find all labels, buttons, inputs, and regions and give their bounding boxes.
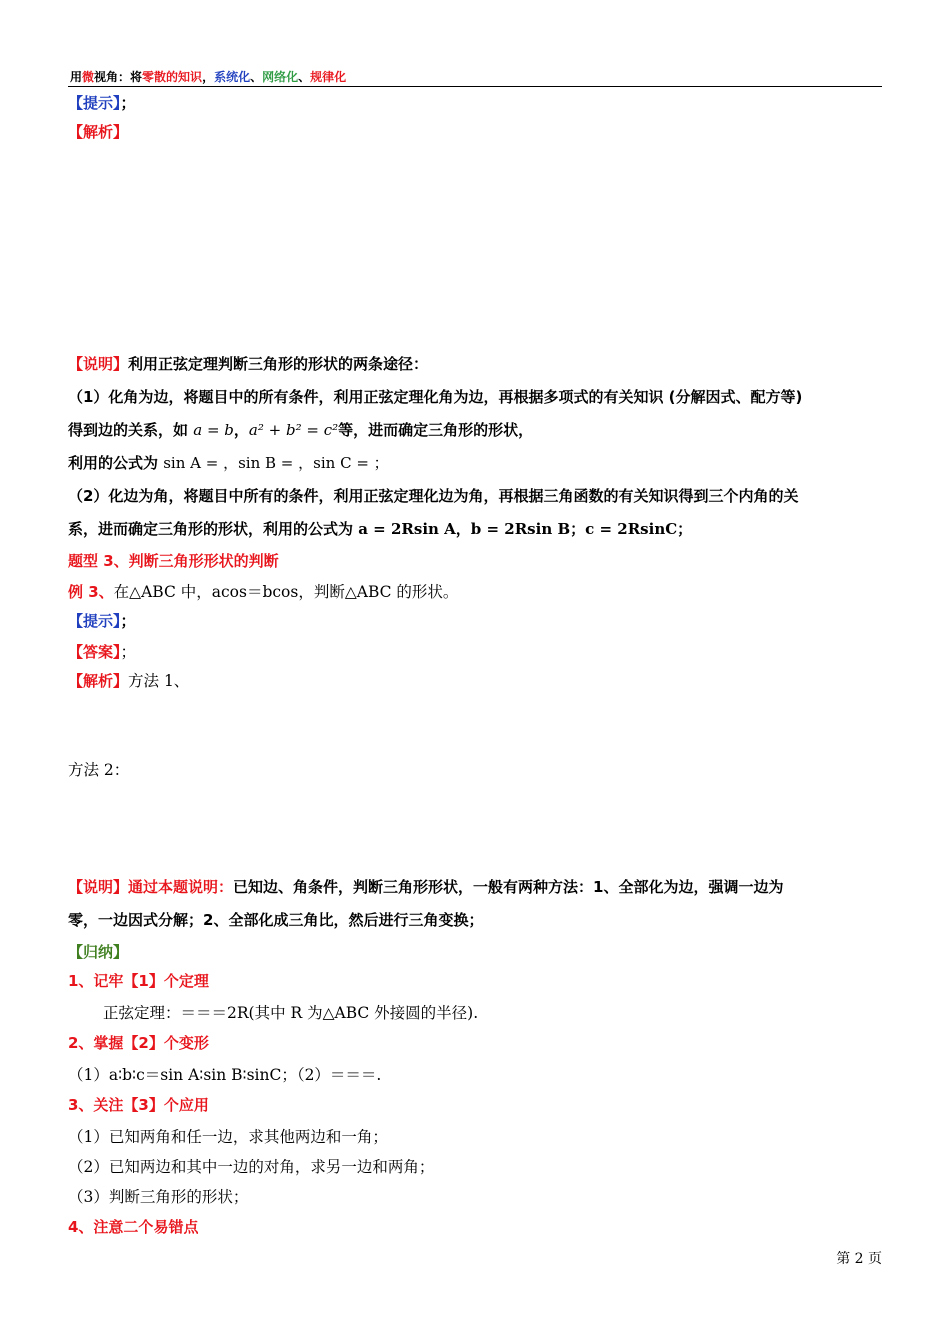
answer-rest: ； [120,643,137,661]
example-tag: 例 3、 [68,583,114,601]
text: ， [233,421,249,439]
analysis-tag: 【解析】 [68,672,129,690]
text: 等，进而确定三角形的形状， [338,421,534,439]
type3-analysis-line [68,669,189,691]
note1-line4: （2）化边为角，将题目中所有的条件，利用正弦定理化边为角，再根据三角函数的有关知识得到三个内角的关 [68,487,799,505]
note1-title: 利用正弦定理判断三角形的形状的两条途径： [128,355,429,373]
summary-heading-2: 2、掌握【2】个变形 [68,1034,209,1052]
math-eq: = [202,421,225,439]
math-formula: sin A = ，sin B = ，sin C = ； [163,454,389,472]
text: 系，进而确定三角形的形状，利用的公式为 [68,520,359,538]
note1-line1: （1）化角为边，将题目中的所有条件，利用正弦定理化角为边，再根据多项式的有关知识 (分解因式、配方等) [68,388,803,406]
header-divider [68,86,882,87]
page-number: 第 2 页 [836,1251,882,1267]
text: 利用的公式为 [68,454,164,472]
text: 得到边的关系，如 [68,421,194,439]
note2-tag: 【说明】 [68,878,129,896]
hint-rest: ； [120,94,136,112]
method1-label: 方法 1、 [128,672,190,690]
header-text-red: 规律化 [310,70,347,84]
hint-tag: 【提示】 [68,612,121,630]
header-text-red: 零散的知识 [142,70,203,84]
analysis-tag: 【解析】 [68,123,129,141]
header-text: 视角：将 [94,70,143,84]
note1-title-line [68,353,428,374]
math-formula: a = 2Rsin A，b = 2Rsin B；c = 2RsinC； [358,520,693,538]
note2-red-text: 通过本题说明： [128,878,234,896]
note2-text: 已知边、角条件，判断三角形形状，一般有两种方法：1、全部化为边，强调一边为 [233,878,784,896]
hint-rest: ； [120,612,136,630]
header-text: 用 [70,70,83,84]
example-text: 在△ABC 中，acos＝bcos，判断△ABC 的形状。 [113,583,459,601]
hint-line [68,92,136,113]
header-text: 、 [250,70,263,84]
type3-title: 题型 3、判断三角形形状的判断 [68,552,279,570]
type3-hint-line [68,610,136,631]
summary-heading-4: 4、注意二个易错点 [68,1218,199,1236]
summary-variants-text: （1）a∶b∶c＝sin A∶sin B∶sinC；（2）＝＝＝. [68,1066,382,1084]
summary-app-1: （1）已知两角和任一边，求其他两边和一角； [68,1128,388,1146]
page-header-slogan [70,68,346,85]
summary-heading-1: 1、记牢【1】个定理 [68,972,209,990]
note2-line2: 零，一边因式分解；2、全部化成三角比，然后进行三角变换； [68,911,484,929]
note1-line3 [68,452,389,473]
summary-tag: 【归纳】 [68,943,129,961]
math-var: a [193,421,203,439]
header-text: 、 [298,70,311,84]
type3-answer-line [68,640,136,662]
note1-line5 [68,518,692,539]
example3-line [68,580,458,602]
summary-app-3: （3）判断三角形的形状； [68,1188,249,1206]
summary-theorem-text: 正弦定理：＝＝＝2R(其中 R 为△ABC 外接圆的半径). [103,1004,479,1022]
header-text: ， [202,70,215,84]
summary-app-2: （2）已知两边和其中一边的对角，求另一边和两角； [68,1158,435,1176]
math-var: b [224,421,234,439]
note1-line2 [68,419,533,440]
note1-tag: 【说明】 [68,355,129,373]
note2-line1 [68,876,783,897]
summary-heading-3: 3、关注【3】个应用 [68,1096,209,1114]
hint-tag: 【提示】 [68,94,121,112]
math-formula: a² + b² = c² [248,421,339,439]
header-text-green: 网络化 [262,70,299,84]
method2-label: 方法 2： [68,761,130,779]
header-text-red: 微 [82,70,95,84]
header-text-blue: 系统化 [214,70,251,84]
answer-tag: 【答案】 [68,643,121,661]
